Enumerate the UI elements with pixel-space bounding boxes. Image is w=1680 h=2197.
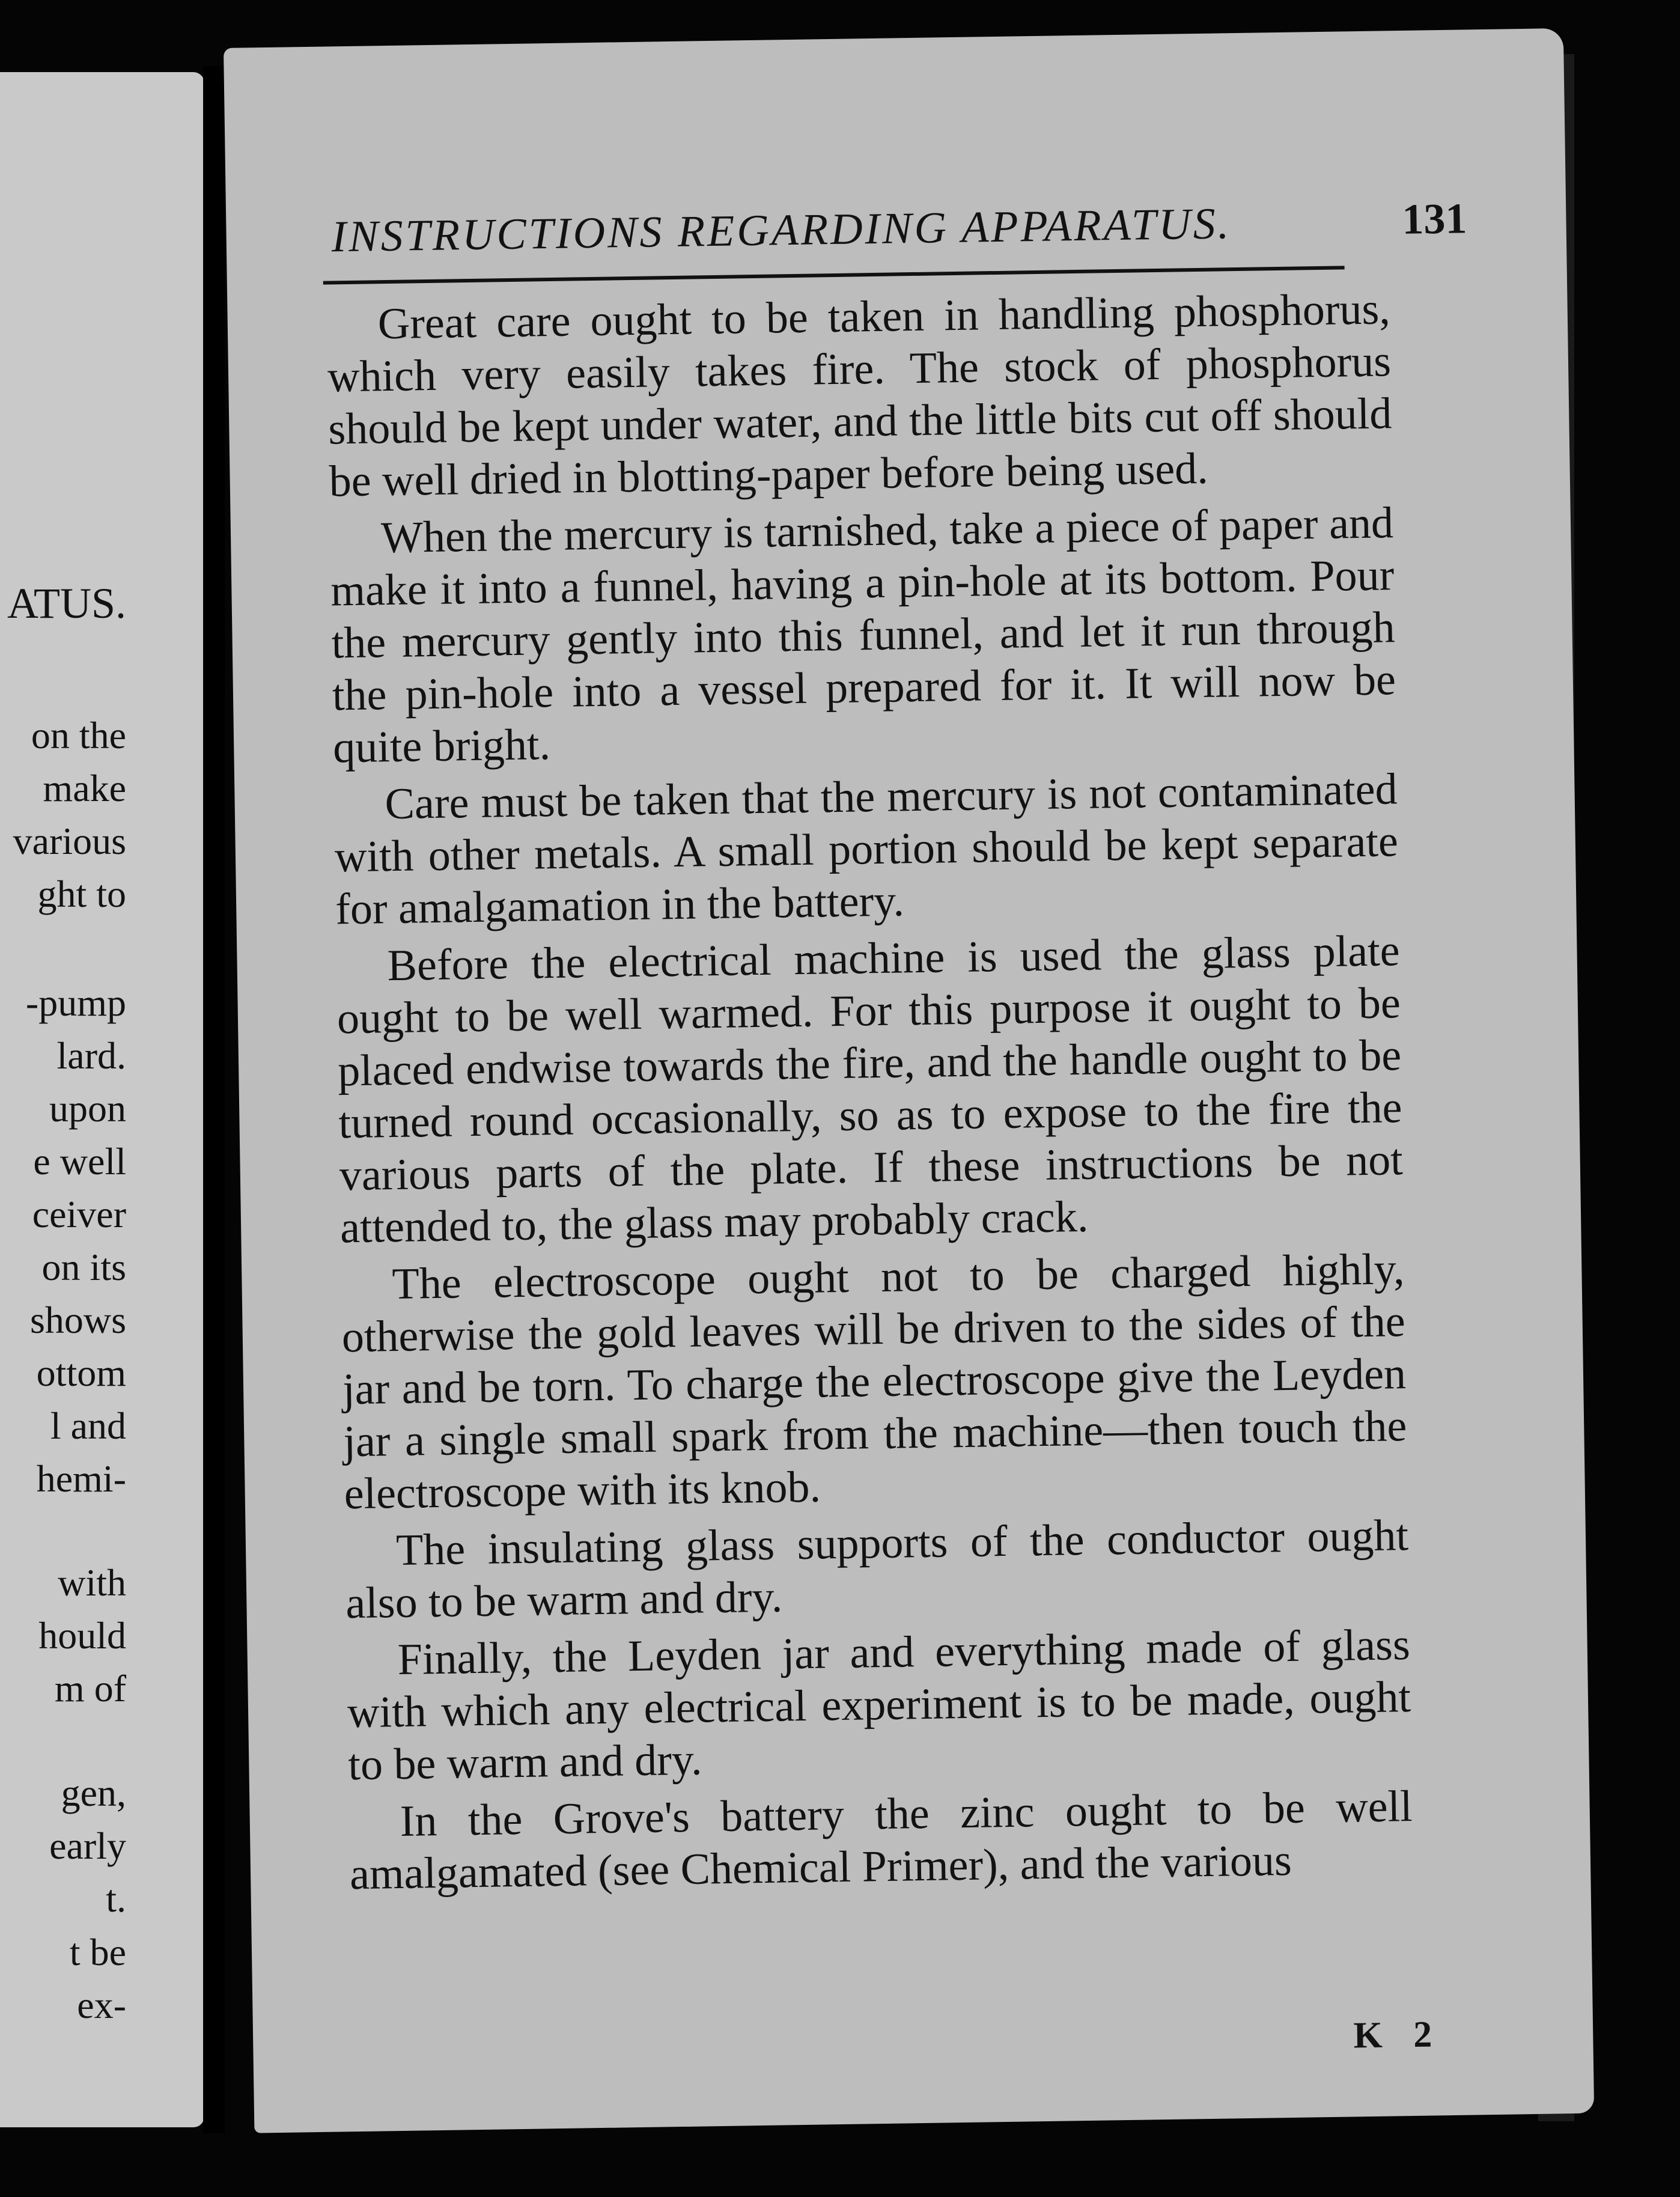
running-title: INSTRUCTIONS REGARDING APPARATUS. <box>331 199 1232 262</box>
paragraph-insulating-supports: The insulating glass supports of the conductor ought also to be warm and dry. <box>345 1511 1409 1629</box>
left-page-line-fragment: with <box>58 1561 126 1604</box>
left-page-line-fragment: l and <box>50 1404 126 1447</box>
running-head <box>331 183 1486 272</box>
paragraph-phosphorus: Great care ought to be taken in handling phosphorus, which very easily takes fire. The stock of phosphorus should be kept under water, and the little bits cut off should be well dried in blotting-paper before being used. <box>327 284 1392 507</box>
left-page <box>0 72 204 2127</box>
left-page-line-fragment: t be <box>69 1931 126 1973</box>
left-page-line-fragment: make <box>43 767 126 809</box>
left-page-line-fragment: shows <box>29 1299 126 1341</box>
left-page-line-fragment: various <box>13 820 126 862</box>
paragraph-electrical-machine: Before the electrical machine is used the glass plate ought to be well warmed. For this purpose it ought to be placed endwise towards the fire, and the handle ought to be turned round occasionally, so as to expose to the fire the various parts of the plate. If these instructions be not attended to, the glass may probably crack. <box>336 926 1404 1253</box>
book-gutter <box>203 66 225 2133</box>
left-page-line-fragment: ceiver <box>32 1193 126 1236</box>
page-number: 131 <box>1401 194 1468 243</box>
paragraph-leyden-jar: Finally, the Leyden jar and everything made of glass with which any electrical experiment is to be made, ought to be warm and dry. <box>347 1620 1411 1790</box>
left-page-line-fragment: m of <box>54 1667 126 1710</box>
left-page-line-fragment: ght to <box>37 873 126 915</box>
left-page-line-fragment: lard. <box>56 1034 126 1077</box>
left-page-line-fragment: e well <box>33 1140 126 1183</box>
paragraph-electroscope: The electroscope ought not to be charged highly, otherwise the gold leaves will be driven to the sides of the jar and be torn. To charge the electroscope give the Leyden jar a single small spark from the machine—then touch the electroscope with its knob. <box>341 1245 1407 1519</box>
left-page-line-fragment: -pump <box>25 981 126 1024</box>
signature-mark: K 2 <box>1353 2014 1443 2056</box>
left-page-line-fragment: upon <box>49 1087 126 1130</box>
left-page-line-fragment: hemi- <box>36 1457 126 1500</box>
left-page-line-fragment: early <box>49 1824 126 1867</box>
left-page-line-fragment: on its <box>41 1246 126 1288</box>
left-page-line-fragment: gen, <box>61 1772 126 1814</box>
left-page-line-fragment: t. <box>106 1877 126 1920</box>
body-text <box>326 283 1413 1906</box>
left-page-line-fragment: on the <box>31 714 126 757</box>
left-page-line-fragment: hould <box>38 1614 126 1657</box>
right-page <box>224 28 1594 2133</box>
left-page-line-fragment: ex- <box>77 1984 126 2026</box>
left-page-line-fragment: ottom <box>36 1351 126 1394</box>
paragraph-grove-battery: In the Grove's battery the zinc ought to be well amalgamated (see Chemical Primer), and the various <box>349 1781 1413 1900</box>
left-page-heading-fragment: ATUS. <box>7 579 126 627</box>
paragraph-mercury-contamination: Care must be taken that the mercury is not contaminated with other metals. A small portion should be kept separate for amalgamation in the battery. <box>334 764 1399 934</box>
paragraph-mercury-cleaning: When the mercury is tarnished, take a piece of paper and make it into a funnel, having a pin-hole at its bottom. Pour the mercury gently into this funnel, and let it run through the pin-hole into a vessel prepared for it. It will now be quite bright. <box>330 498 1396 773</box>
